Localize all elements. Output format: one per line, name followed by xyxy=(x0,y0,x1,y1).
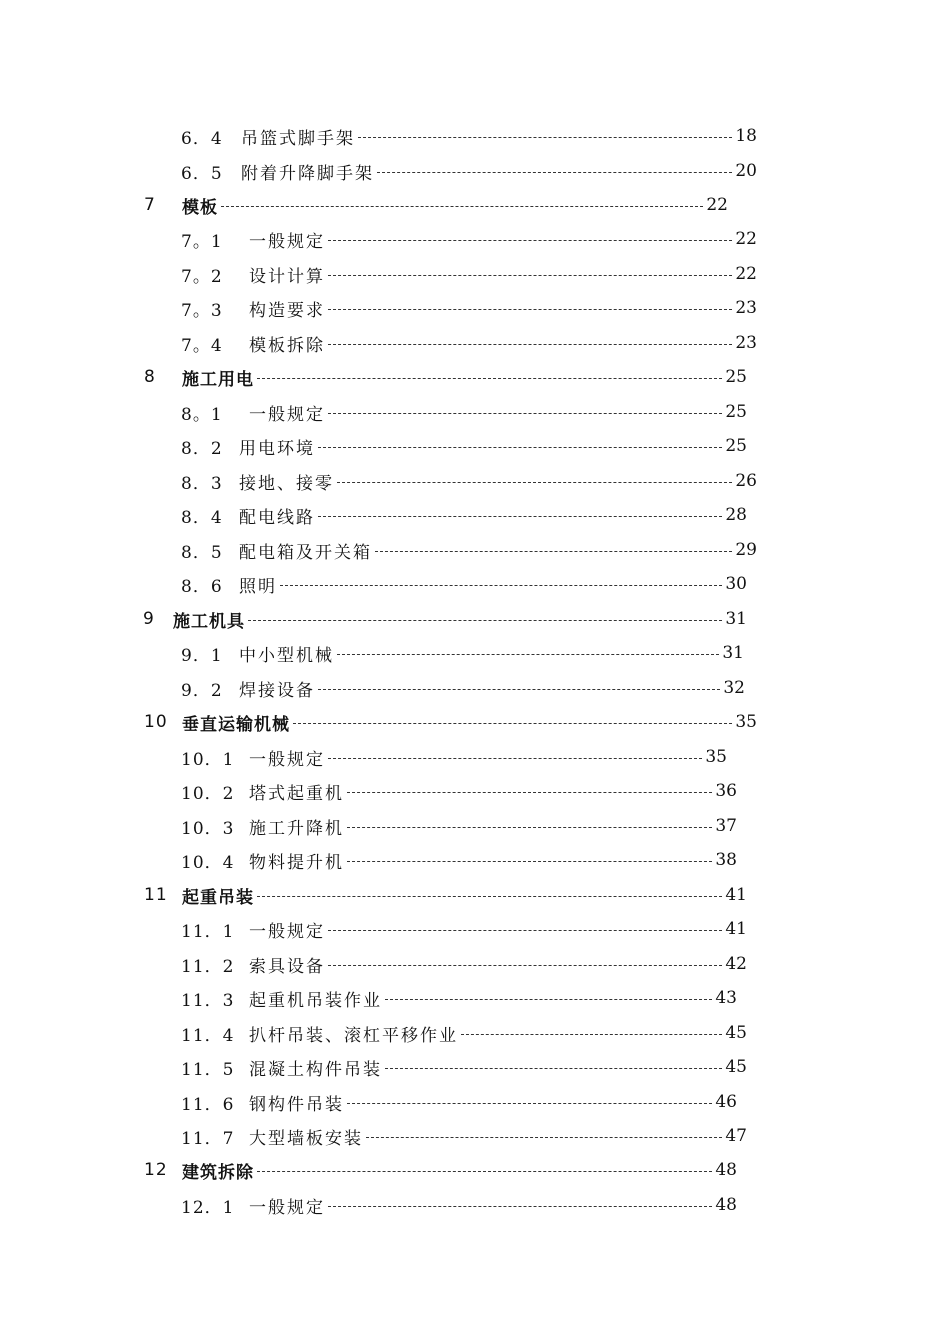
toc-entry-title: 一般规定 xyxy=(249,921,325,942)
toc-entry-number: 7。3 xyxy=(181,300,223,321)
dot-leader xyxy=(385,1068,722,1069)
toc-entry-11-5[interactable] xyxy=(181,1050,747,1084)
toc-chapter-12[interactable] xyxy=(144,1153,737,1187)
dot-leader xyxy=(257,378,722,379)
toc-entry-page: 41 xyxy=(725,919,747,939)
dot-leader xyxy=(318,689,720,690)
toc-entry-6-4[interactable] xyxy=(181,119,757,153)
toc-entry-8-5[interactable] xyxy=(181,533,757,567)
toc-entry-number: 11．1 xyxy=(181,921,235,942)
toc-entry-title: 接地、接零 xyxy=(239,473,334,494)
toc-entry-number: 12 xyxy=(144,1160,168,1180)
toc-entry-page: 29 xyxy=(735,540,757,560)
toc-entry-7-3[interactable] xyxy=(181,291,757,325)
toc-entry-number: 8．5 xyxy=(181,542,223,563)
toc-entry-page: 48 xyxy=(715,1195,737,1215)
dot-leader xyxy=(248,620,722,621)
toc-entry-title: 配电线路 xyxy=(239,507,315,528)
toc-entry-10-2[interactable] xyxy=(181,774,737,808)
toc-entry-title: 构造要求 xyxy=(249,300,325,321)
toc-entry-7-1[interactable] xyxy=(181,222,757,256)
toc-chapter-9[interactable] xyxy=(143,602,747,636)
toc-entry-number: 7。4 xyxy=(181,335,223,356)
toc-entry-title: 扒杆吊装、滚杠平移作业 xyxy=(249,1025,458,1046)
toc-entry-11-3[interactable] xyxy=(181,981,737,1015)
dot-leader xyxy=(318,447,722,448)
toc-entry-title: 物料提升机 xyxy=(249,852,344,873)
dot-leader xyxy=(328,240,732,241)
toc-entry-number: 9 xyxy=(143,609,155,629)
toc-entry-number: 11．5 xyxy=(181,1059,235,1080)
dot-leader xyxy=(328,344,732,345)
toc-entry-number: 10．4 xyxy=(181,852,235,873)
toc-entry-number: 8．2 xyxy=(181,438,223,459)
dot-leader xyxy=(257,896,722,897)
toc-entry-7-4[interactable] xyxy=(181,326,757,360)
toc-entry-title: 配电箱及开关箱 xyxy=(239,542,372,563)
toc-entry-page: 22 xyxy=(706,195,728,215)
toc-entry-title: 模板 xyxy=(182,197,218,218)
toc-entry-11-1[interactable] xyxy=(181,912,747,946)
toc-entry-title: 大型墙板安装 xyxy=(249,1128,363,1149)
dot-leader xyxy=(221,206,703,207)
toc-entry-page: 23 xyxy=(735,298,757,318)
dot-leader xyxy=(347,827,712,828)
dot-leader xyxy=(280,585,722,586)
toc-entry-page: 48 xyxy=(715,1160,737,1180)
toc-entry-title: 模板拆除 xyxy=(249,335,325,356)
toc-entry-8-3[interactable] xyxy=(181,464,757,498)
dot-leader xyxy=(375,551,732,552)
toc-entry-page: 25 xyxy=(725,436,747,456)
toc-entry-page: 22 xyxy=(735,264,757,284)
toc-entry-title: 索具设备 xyxy=(249,956,325,977)
toc-entry-11-2[interactable] xyxy=(181,947,747,981)
toc-entry-title: 施工升降机 xyxy=(249,818,344,839)
toc-entry-page: 38 xyxy=(715,850,737,870)
toc-entry-title: 中小型机械 xyxy=(239,645,334,666)
toc-entry-8-1[interactable] xyxy=(181,395,747,429)
dot-leader xyxy=(461,1034,722,1035)
toc-entry-page: 41 xyxy=(725,885,747,905)
toc-entry-number: 6．5 xyxy=(181,163,223,184)
toc-entry-page: 18 xyxy=(735,126,757,146)
toc-entry-number: 11．7 xyxy=(181,1128,235,1149)
dot-leader xyxy=(337,482,732,483)
toc-chapter-11[interactable] xyxy=(144,878,747,912)
toc-entry-title: 设计计算 xyxy=(249,266,325,287)
toc-entry-number: 8。1 xyxy=(181,404,223,425)
toc-entry-number: 7。1 xyxy=(181,231,223,252)
toc-entry-title: 附着升降脚手架 xyxy=(241,163,374,184)
toc-entry-page: 47 xyxy=(725,1126,747,1146)
toc-entry-6-5[interactable] xyxy=(181,154,757,188)
toc-entry-12-1[interactable] xyxy=(181,1188,737,1222)
toc-entry-page: 23 xyxy=(735,333,757,353)
toc-entry-page: 35 xyxy=(705,747,727,767)
toc-entry-title: 建筑拆除 xyxy=(182,1162,254,1183)
toc-entry-page: 30 xyxy=(725,574,747,594)
toc-entry-page: 37 xyxy=(715,816,737,836)
toc-entry-title: 一般规定 xyxy=(249,749,325,770)
dot-leader xyxy=(347,1103,712,1104)
toc-entry-number: 11．4 xyxy=(181,1025,235,1046)
toc-entry-page: 45 xyxy=(725,1057,747,1077)
toc-entry-page: 28 xyxy=(725,505,747,525)
toc-entry-title: 垂直运输机械 xyxy=(182,714,290,735)
toc-entry-10-3[interactable] xyxy=(181,809,737,843)
toc-entry-number: 10．2 xyxy=(181,783,235,804)
toc-entry-8-2[interactable] xyxy=(181,429,747,463)
toc-chapter-8[interactable] xyxy=(144,360,747,394)
toc-entry-title: 一般规定 xyxy=(249,404,325,425)
dot-leader xyxy=(328,1206,712,1207)
toc-entry-page: 42 xyxy=(725,954,747,974)
dot-leader xyxy=(328,309,732,310)
dot-leader xyxy=(337,654,719,655)
toc-entry-page: 31 xyxy=(725,609,747,629)
toc-entry-number: 11 xyxy=(144,885,168,905)
toc-entry-title: 起重机吊装作业 xyxy=(249,990,382,1011)
toc-entry-page: 25 xyxy=(725,402,747,422)
toc-entry-title: 塔式起重机 xyxy=(249,783,344,804)
dot-leader xyxy=(358,137,732,138)
toc-entry-title: 混凝土构件吊装 xyxy=(249,1059,382,1080)
toc-entry-title: 焊接设备 xyxy=(239,680,315,701)
toc-entry-number: 9．2 xyxy=(181,680,223,701)
dot-leader xyxy=(385,999,712,1000)
toc-entry-title: 一般规定 xyxy=(249,231,325,252)
toc-entry-number: 10．3 xyxy=(181,818,235,839)
dot-leader xyxy=(257,1171,712,1172)
dot-leader xyxy=(328,930,722,931)
toc-entry-number: 8．3 xyxy=(181,473,223,494)
toc-entry-page: 26 xyxy=(735,471,757,491)
toc-entry-title: 照明 xyxy=(239,576,277,597)
toc-entry-page: 22 xyxy=(735,229,757,249)
toc-entry-page: 43 xyxy=(715,988,737,1008)
toc-entry-number: 12．1 xyxy=(181,1197,235,1218)
toc-entry-title: 吊篮式脚手架 xyxy=(241,128,355,149)
toc-entry-number: 9．1 xyxy=(181,645,223,666)
toc-entry-9-1[interactable] xyxy=(181,636,744,670)
toc-entry-page: 45 xyxy=(725,1023,747,1043)
dot-leader xyxy=(318,516,722,517)
toc-entry-10-4[interactable] xyxy=(181,843,737,877)
dot-leader xyxy=(328,275,732,276)
toc-entry-number: 11．6 xyxy=(181,1094,235,1115)
toc-entry-title: 施工用电 xyxy=(182,369,254,390)
toc-entry-8-6[interactable] xyxy=(181,567,747,601)
dot-leader xyxy=(328,413,722,414)
dot-leader xyxy=(328,965,722,966)
toc-entry-page: 32 xyxy=(723,678,745,698)
dot-leader xyxy=(377,172,732,173)
toc-entry-number: 10 xyxy=(144,712,168,732)
toc-entry-page: 36 xyxy=(715,781,737,801)
toc-entry-number: 8．4 xyxy=(181,507,223,528)
toc-entry-10-1[interactable] xyxy=(181,740,727,774)
toc-entry-number: 8．6 xyxy=(181,576,223,597)
toc-entry-page: 20 xyxy=(735,161,757,181)
toc-entry-number: 6．4 xyxy=(181,128,223,149)
toc-entry-number: 11．2 xyxy=(181,956,235,977)
toc-entry-page: 35 xyxy=(735,712,757,732)
toc-chapter-7[interactable] xyxy=(144,188,728,222)
toc-entry-7-2[interactable] xyxy=(181,257,757,291)
toc-entry-page: 25 xyxy=(725,367,747,387)
dot-leader xyxy=(293,723,732,724)
toc-entry-page: 31 xyxy=(722,643,744,663)
dot-leader xyxy=(328,758,702,759)
toc-entry-title: 用电环境 xyxy=(239,438,315,459)
dot-leader xyxy=(366,1137,722,1138)
toc-chapter-10[interactable] xyxy=(144,705,757,739)
toc-entry-title: 一般规定 xyxy=(249,1197,325,1218)
toc-entry-number: 8 xyxy=(144,367,156,387)
toc-entry-11-6[interactable] xyxy=(181,1085,737,1119)
toc-entry-9-2[interactable] xyxy=(181,671,745,705)
toc-entry-number: 10．1 xyxy=(181,749,235,770)
toc-entry-number: 7 xyxy=(144,195,156,215)
dot-leader xyxy=(347,792,712,793)
toc-entry-title: 钢构件吊装 xyxy=(249,1094,344,1115)
toc-entry-8-4[interactable] xyxy=(181,498,747,532)
toc-entry-number: 7。2 xyxy=(181,266,223,287)
toc-entry-11-4[interactable] xyxy=(181,1016,747,1050)
toc-entry-page: 46 xyxy=(715,1092,737,1112)
toc-entry-11-7[interactable] xyxy=(181,1119,747,1153)
toc-entry-number: 11．3 xyxy=(181,990,235,1011)
toc-entry-title: 起重吊装 xyxy=(182,887,254,908)
toc-entry-title: 施工机具 xyxy=(173,611,245,632)
dot-leader xyxy=(347,861,712,862)
